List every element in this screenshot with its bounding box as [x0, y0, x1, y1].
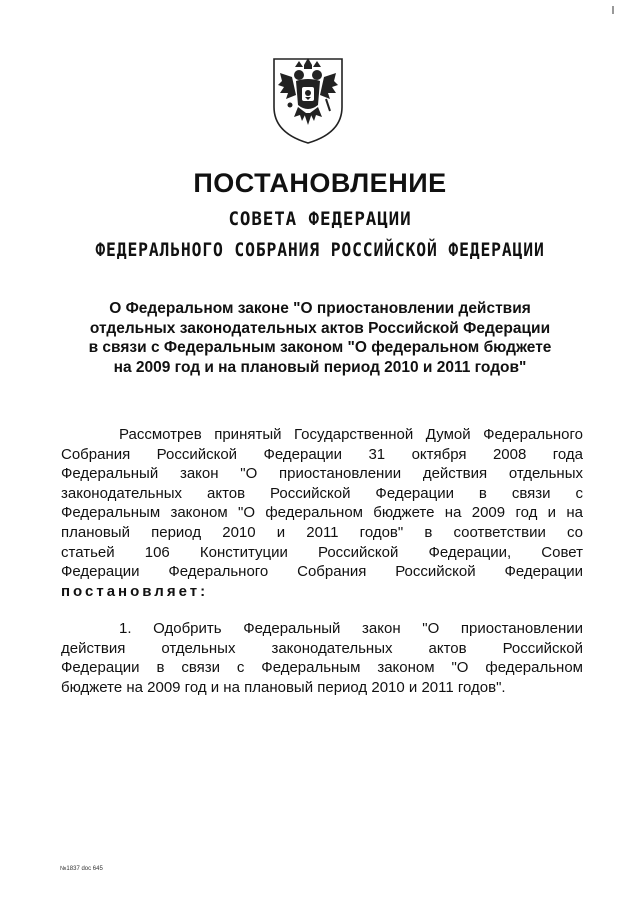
coat-of-arms-emblem	[270, 55, 346, 145]
item-line: бюджете на 2009 год и на плановый период 2010 и 2011 годов".	[61, 678, 506, 696]
subject-line: на 2009 год и на плановый период 2010 и 2011 годов"	[113, 358, 527, 376]
subject-line: отдельных законодательных актов Российской Федерации	[89, 319, 551, 337]
subject-line: О Федеральном законе "О приостановлении действия	[109, 300, 531, 317]
subject-line: в связи с Федеральным законом "О федеральном бюджете	[88, 339, 552, 356]
issuer-line-1: СОВЕТА ФЕДЕРАЦИИ	[228, 208, 412, 230]
issuer-line-2: ФЕДЕРАЛЬНОГО СОБРАНИЯ РОССИЙСКОЙ ФЕДЕРАЦИИ	[95, 239, 545, 261]
document-file-code: №1837 doc 645	[60, 866, 103, 872]
preamble-line: Собрания Российской Федерации 31 октября 2008 года	[61, 445, 583, 463]
preamble-line: плановый период 2010 и 2011 годов" в соответствии со	[61, 523, 583, 541]
preamble-line: Федеральный закон "О приостановлении действия отдельных	[61, 465, 583, 483]
preamble-line: Федеральным законом "О федеральном бюджете на 2009 год и на	[61, 504, 583, 522]
document-title: ПОСТАНОВЛЕНИЕ	[193, 168, 447, 198]
preamble-paragraph	[61, 425, 583, 601]
item-line: 1. Одобрить Федеральный закон "О приостановлении	[119, 620, 583, 637]
document-subject	[60, 299, 580, 377]
preamble-line: статьей 106 Конституции Российской Федерации, Совет	[61, 543, 583, 561]
item-line: Федерации в связи с Федеральным законом "О федеральном	[61, 659, 583, 677]
item-line: действия отдельных законодательных актов Российской	[61, 639, 583, 657]
scan-mark	[612, 6, 614, 14]
preamble-line: Рассмотрев принятый Государственной Думой Федерального	[119, 426, 583, 443]
decree-word: постановляет:	[61, 582, 209, 600]
preamble-line: законодательных актов Российской Федерации в связи с	[61, 484, 583, 502]
preamble-line: Федерации Федерального Собрания Российской Федерации	[61, 563, 583, 581]
item-1-paragraph	[61, 619, 583, 697]
preamble-line	[61, 582, 583, 602]
